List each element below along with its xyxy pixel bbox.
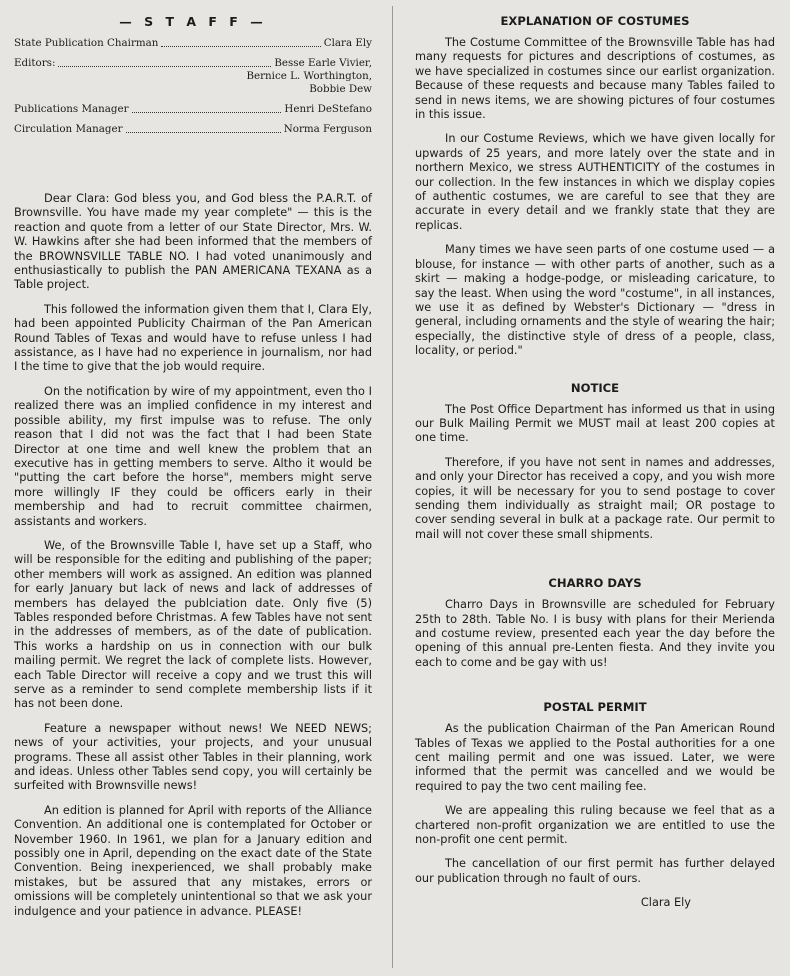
- staff-name: Henri DeStefano: [284, 103, 372, 115]
- letter-paragraph: On the notification by wire of my appointment, even tho I realized there was an implied confidence in my interest and possible ability, my first impulse was to refuse. The only reason that I did not was the fact that I had been State Director at one time and well knew the problem that an executive has in getting members to serve. Altho it would be "putting the cart before the horse", members might serve more willingly IF they could be officers early in their membership and had to recruit committee chairmen, assistants and workers.: [14, 384, 372, 528]
- staff-name: Besse Earle Vivier,: [274, 57, 372, 69]
- right-column: [415, 0, 775, 909]
- letter-paragraph: This followed the information given them that I, Clara Ely, had been appointed Publicity Chairman of the Pan American Round Tables of Texas and would have to refuse unless I had assistance, as I have had no experience in journalism, nor had I the time to give that the job would require.: [14, 302, 372, 374]
- staff-names-continued: [14, 70, 372, 96]
- staff-row: [14, 103, 372, 116]
- section-heading: POSTAL PERMIT: [543, 700, 647, 715]
- staff-list: [14, 37, 372, 136]
- column-divider: [392, 6, 393, 968]
- charro-days-section: [415, 576, 775, 670]
- section-paragraph: Therefore, if you have not sent in names and addresses, and only your Director has received a copy, and you wish more copies, it will be necessary for you to send postage to cover sending them individually as straight mail; OR postage to cover sending several in bulk at a package rate. Our permit to mail will not cover these small shipments.: [415, 455, 775, 541]
- staff-row: [14, 37, 372, 50]
- letter-paragraph: Dear Clara: God bless you, and God bless the P.A.R.T. of Brownsville. You have made my year complete" — this is the reaction and quote from a letter of our State Director, Mrs. W. W. Hawkins after she had been informed that the members of the BROWNSVILLE TABLE NO. I had voted unanimously and enthusiastically to publish the PAN AMERICANA TEXANA as a Table project.: [14, 192, 372, 292]
- leader-dots: [58, 57, 271, 67]
- section-paragraph: The Costume Committee of the Brownsville Table has had many requests for pictures and descriptions of costumes, as we have specialized in costumes since our earlist organization. Because of these requests and because many Tables failed to send in news items, we are showing pictures of four costumes in this issue.: [415, 36, 775, 122]
- staff-name: Bernice L. Worthington,: [246, 70, 372, 82]
- section-paragraph: As the publication Chairman of the Pan American Round Tables of Texas we applied to the Postal authorities for a one cent mailing permit and one was issued. Later, we were informed that the permit was cancelled and we would be required to pay the two cent mailing fee.: [415, 722, 775, 793]
- leader-dots: [161, 37, 320, 47]
- section-heading: EXPLANATION OF COSTUMES: [500, 14, 690, 28]
- staff-role: Editors:: [14, 57, 56, 69]
- section-paragraph: Charro Days in Brownsville are scheduled for February 25th to 28th. Table No. I is busy with plans for their Merienda and costume review, presented each year the day before the opening of this annual pre-Lenten fiesta. And they invite you each to come and be gay with us!: [415, 598, 775, 669]
- staff-name-line: [14, 83, 372, 96]
- signature: Clara Ely: [640, 896, 691, 910]
- staff-role: Publications Manager: [14, 103, 129, 115]
- section-heading: NOTICE: [570, 380, 620, 395]
- staff-row: [14, 123, 372, 136]
- leader-dots: [132, 103, 282, 113]
- section-paragraph: The Post Office Department has informed us that in using our Bulk Mailing Permit we MUST mail at least 200 copies at one time.: [415, 402, 775, 445]
- letter-section: [14, 192, 372, 919]
- leader-dots: [126, 123, 281, 133]
- staff-name-line: [14, 70, 372, 83]
- postal-permit-section: [415, 700, 775, 909]
- section-paragraph: In our Costume Reviews, which we have given locally for upwards of 25 years, and more lately over the state and in northern Mexico, we stress AUTHENTICITY of the costumes in our collection. In the few instances in which we display copies of authentic costumes, we are careful to see that they are accurate in every detail and we frankly state that they are replicas.: [415, 132, 775, 232]
- staff-name: Norma Ferguson: [283, 123, 372, 135]
- left-column: [14, 0, 372, 929]
- letter-paragraph: Feature a newspaper without news! We NEED NEWS; news of your activities, your projects, and your unusual programs. These all assist other Tables in their planning, work and ideas. Unless other Tables send copy, you will certainly be surfeited with Brownsville news!: [14, 721, 372, 793]
- section-paragraph: We are appealing this ruling because we feel that as a chartered non-profit organization we are entitled to use the non-profit one cent permit.: [415, 804, 775, 847]
- section-paragraph: Many times we have seen parts of one costume used — a blouse, for instance — with other parts of another, such as a skirt — making a hodge-podge, or misleading caricature, to say the least. When using the word "costume", in all instances, we use it as defined by Webster's Dictionary — "dress in general, including ornaments and the style of wearing the hair; especially, the distinctive style of dress of a people, class, locality, or period.": [415, 243, 775, 358]
- letter-paragraph: An edition is planned for April with reports of the Alliance Convention. An additional one is contemplated for October or November 1960. In 1961, we plan for a January edition and possibly one in April, depending on the exact date of the State Convention. Being inexperienced, we shall probably make mistakes, but be assured that any mistakes, errors or omissions will be completely unintentional so that we ask your indulgence and your patience in advance. PLEASE!: [14, 803, 372, 918]
- staff-role: Circulation Manager: [14, 123, 123, 135]
- section-heading: CHARRO DAYS: [548, 576, 642, 591]
- staff-row: [14, 57, 372, 70]
- notice-section: [415, 381, 775, 543]
- letter-paragraph: We, of the Brownsville Table I, have set up a Staff, who will be responsible for the editing and publishing of the paper; other members will work as assigned. An edition was planned for early January but lack of news and lack of addresses of members has delayed the publciation date. Only five (5) Tables responded before Christmas. A few Tables have not sent in the addresses of members, as of the date of publication. This works a hardship on us in connection with our bulk mailing permit. We regret the lack of complete lists. However, each Table Director will receive a copy and we trust this will serve as a reminder to send complete membership lists if it has not been done.: [14, 538, 372, 711]
- staff-name: Clara Ely: [323, 37, 372, 49]
- staff-name: Bobbie Dew: [309, 83, 372, 95]
- staff-title: — S T A F F —: [119, 14, 267, 29]
- section-paragraph: The cancellation of our first permit has further delayed our publication through no fault of ours.: [415, 857, 775, 885]
- costumes-section: [415, 14, 775, 359]
- staff-role: State Publication Chairman: [14, 37, 159, 49]
